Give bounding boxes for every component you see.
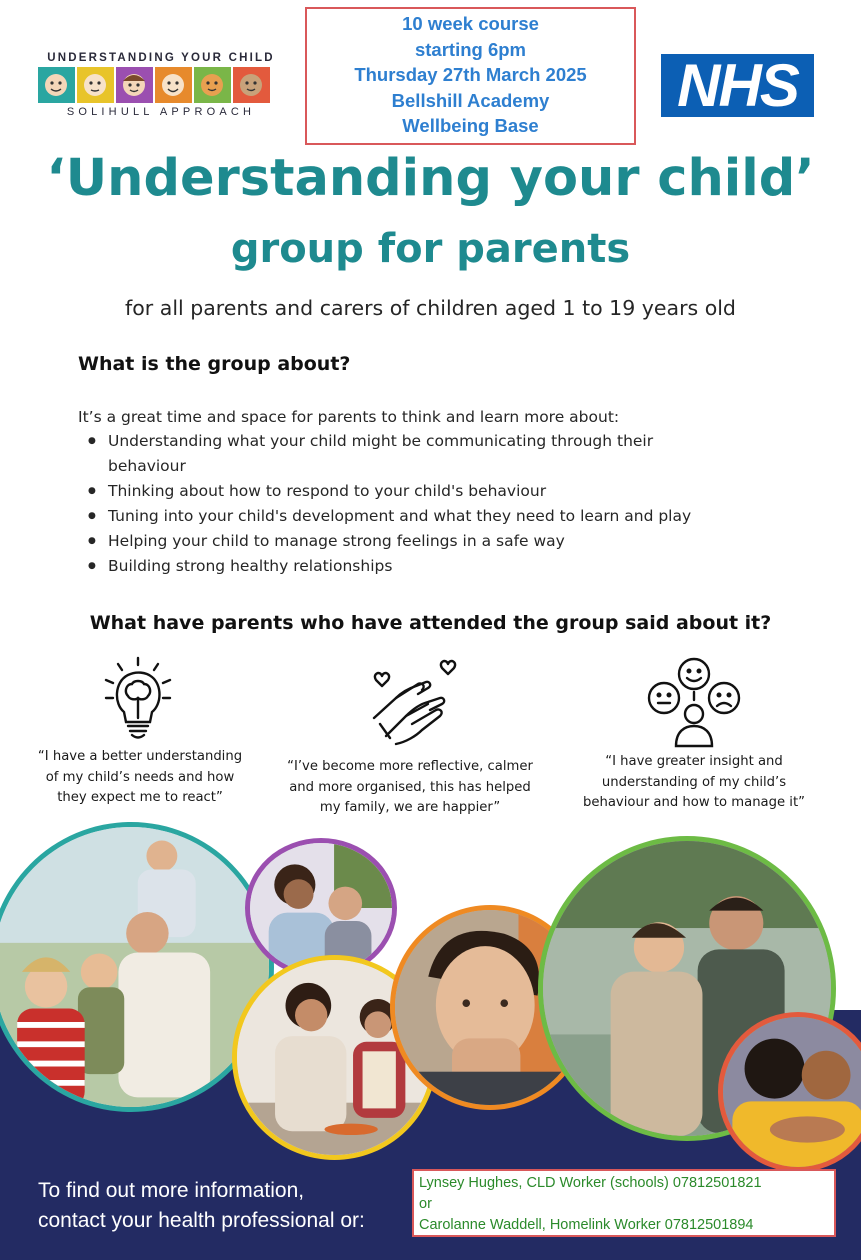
about-intro: It’s a great time and space for parents to think and learn more about: <box>78 408 620 426</box>
contact-details-box <box>412 1169 836 1237</box>
list-item: ● Understanding what your child might be communicating through their behaviour <box>78 429 708 479</box>
logo-bottom-text: SOLIHULL APPROACH <box>66 106 256 118</box>
quote-line: “I’ve become more reflective, calmer <box>287 759 533 774</box>
contact-instructions <box>38 1176 365 1236</box>
quote-line: and more organised, this has helped <box>289 779 531 795</box>
info-line: Bellshill Academy <box>391 89 550 111</box>
info-line: starting 6pm <box>414 38 527 60</box>
logo-top-text: UNDERSTANDING YOUR CHILD <box>47 52 275 64</box>
page-subtitle: group for parents <box>230 226 631 272</box>
logo-faces <box>38 67 286 103</box>
lightbulb-brain-icon <box>102 656 174 740</box>
quote-line: they expect me to react” <box>57 790 223 805</box>
page-title: ‘Understanding your child’ <box>46 149 815 208</box>
audience-text: for all parents and carers of children aged 1 to 19 years old <box>125 296 736 320</box>
list-item: ● Building strong healthy relationships <box>78 554 758 579</box>
contact-detail: Lynsey Hughes, CLD Worker (schools) 07812501821 <box>419 1175 762 1191</box>
list-item: ● Thinking about how to respond to your child's behaviour <box>78 479 758 504</box>
contact-line: To find out more information, <box>38 1179 305 1202</box>
testimonial-quote <box>18 747 262 809</box>
about-heading: What is the group about? <box>78 353 351 375</box>
solihull-logo <box>36 52 286 122</box>
quote-line: “I have greater insight and <box>605 754 783 769</box>
testimonial-quote <box>270 757 550 819</box>
contact-detail: or <box>419 1196 432 1212</box>
quote-line: understanding of my child’s <box>601 774 787 790</box>
list-item: ● Tuning into your child's development and what they need to learn and play <box>78 504 758 529</box>
logo-face-icon <box>77 67 114 103</box>
contact-line: contact your health professional or: <box>38 1209 365 1232</box>
info-line: Wellbeing Base <box>402 115 539 136</box>
logo-face-icon <box>155 67 192 103</box>
info-line: Thursday 27th March 2025 <box>354 64 587 85</box>
quote-line: my family, we are happier” <box>319 800 501 815</box>
testimonial-quote <box>572 752 816 814</box>
quote-line: “I have a better understanding <box>37 749 243 764</box>
about-bullet-list <box>78 429 758 579</box>
info-line: 10 week course <box>402 13 539 34</box>
course-info-box <box>305 7 636 145</box>
emotions-faces-icon <box>646 656 742 748</box>
logo-face-icon <box>194 67 231 103</box>
holding-hands-hearts-icon <box>366 658 458 750</box>
contact-detail: Carolanne Waddell, Homelink Worker 07812501894 <box>419 1217 754 1233</box>
list-item: ● Helping your child to manage strong feelings in a safe way <box>78 529 758 554</box>
logo-face-icon <box>38 67 75 103</box>
quote-line: behaviour and how to manage it” <box>583 795 805 810</box>
logo-face-icon <box>233 67 270 103</box>
nhs-logo: NHS <box>661 54 814 117</box>
logo-face-icon <box>116 67 153 103</box>
quote-line: of my child’s needs and how <box>45 769 235 785</box>
testimonials-heading: What have parents who have attended the group said about it? <box>89 612 772 634</box>
